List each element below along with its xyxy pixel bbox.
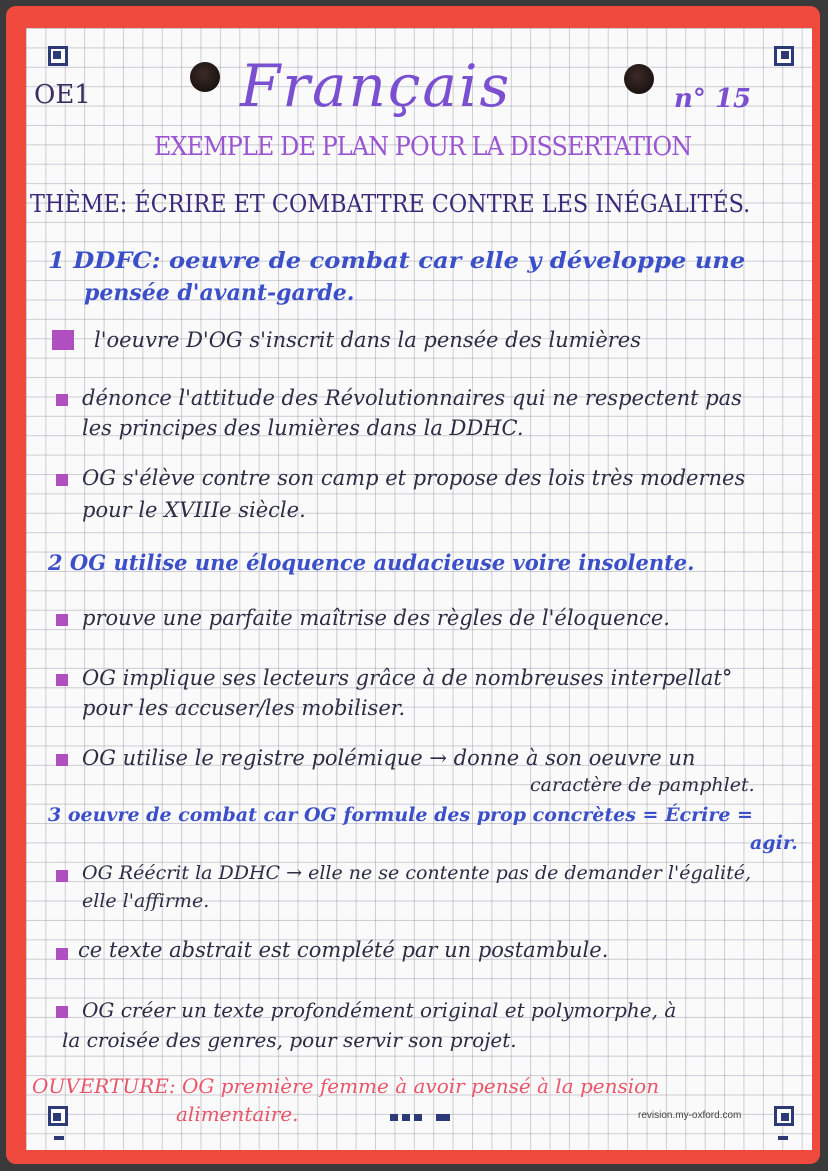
left-code: OE1	[34, 80, 91, 110]
list-item-cont: la croisée des genres, pour servir son projet.	[62, 1028, 517, 1052]
bullet-icon	[56, 474, 68, 486]
page-title: Français	[240, 52, 512, 120]
bullet-icon	[56, 394, 68, 406]
list-item: ce texte abstrait est complété par un postambule.	[78, 938, 609, 962]
theme-line: THÈME: ÉCRIRE ET COMBATTRE CONTRE LES INÉGALITÉS.	[30, 190, 751, 218]
bullet-icon	[56, 948, 68, 960]
list-item: OG utilise le registre polémique → donne à son oeuvre un	[82, 746, 696, 770]
subtitle: EXEMPLE DE PLAN POUR LA DISSERTATION	[154, 132, 692, 162]
list-item: l'oeuvre D'OG s'inscrit dans la pensée des lumières	[94, 328, 641, 352]
bullet-icon	[56, 870, 68, 882]
section-3-heading-cont: agir.	[750, 832, 798, 854]
list-item-cont: pour le XVIIIe siècle.	[82, 498, 306, 522]
grid-paper	[26, 28, 812, 1150]
overture-line-cont: alimentaire.	[176, 1102, 299, 1126]
list-item-cont: caractère de pamphlet.	[530, 774, 755, 796]
corner-mark-icon	[48, 1106, 68, 1126]
section-1-heading-cont: pensée d'avant-garde.	[84, 280, 355, 306]
punch-hole-icon	[190, 62, 220, 92]
list-item: OG s'élève contre son camp et propose des lois très modernes	[82, 466, 746, 490]
page-number: n° 15	[674, 84, 752, 114]
corner-mark-icon	[48, 46, 68, 66]
list-item-cont: les principes des lumières dans la DDHC.	[82, 416, 524, 440]
corner-mark-icon	[774, 1106, 794, 1126]
list-item: OG Réécrit la DDHC → elle ne se contente pas de demander l'égalité,	[82, 862, 752, 884]
footer-brand: revision.my-oxford.com	[638, 1110, 742, 1121]
list-item: prouve une parfaite maîtrise des règles de l'éloquence.	[82, 606, 670, 630]
list-item-cont: elle l'affirme.	[82, 890, 210, 912]
overture-line: OUVERTURE: OG première femme à avoir pensé à la pension	[32, 1074, 660, 1098]
bullet-icon	[56, 674, 68, 686]
tick-mark-icon	[54, 1136, 64, 1140]
bullet-icon	[56, 1006, 68, 1018]
section-3-heading: 3 oeuvre de combat car OG formule des prop concrètes = Écrire =	[48, 804, 753, 826]
tick-mark-icon	[778, 1136, 788, 1140]
list-item: dénonce l'attitude des Révolutionnaires qui ne respectent pas	[82, 386, 742, 410]
logo-mark-icon	[390, 1114, 450, 1121]
list-item: OG créer un texte profondément original et polymorphe, à	[82, 998, 677, 1022]
section-1-heading: 1 DDFC: oeuvre de combat car elle y développe une	[48, 248, 746, 274]
corner-mark-icon	[774, 46, 794, 66]
list-item: OG implique ses lecteurs grâce à de nombreuses interpellat°	[82, 666, 733, 690]
bullet-icon	[52, 330, 74, 350]
section-2-heading: 2 OG utilise une éloquence audacieuse voire insolente.	[48, 550, 695, 575]
bullet-icon	[56, 614, 68, 626]
punch-hole-icon	[624, 64, 654, 94]
list-item-cont: pour les accuser/les mobiliser.	[82, 696, 406, 720]
note-card	[6, 6, 820, 1164]
bullet-icon	[56, 754, 68, 766]
